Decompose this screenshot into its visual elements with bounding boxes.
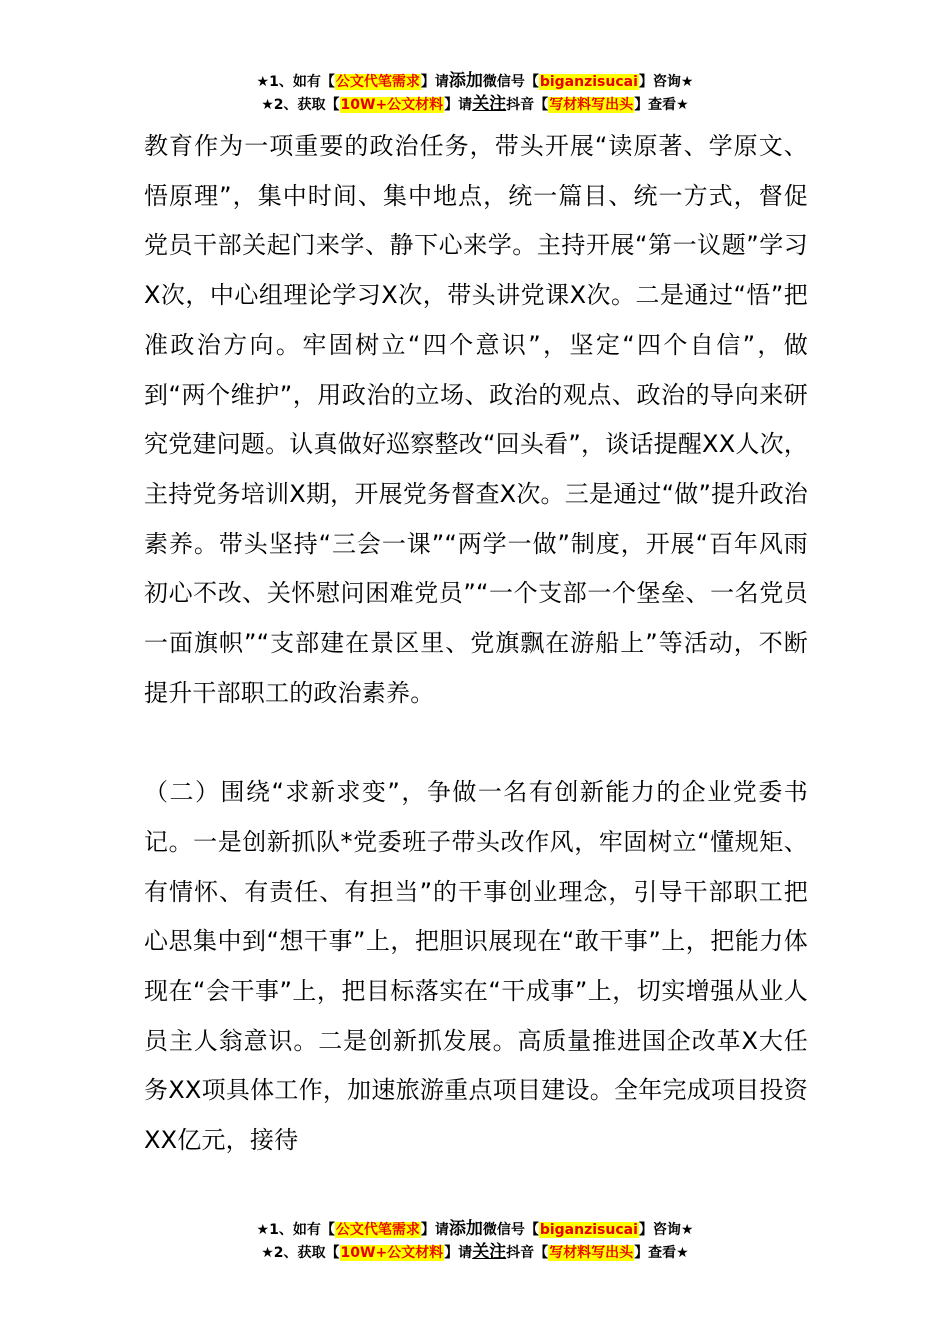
footer-promo-banner xyxy=(0,1218,950,1264)
promo-text: 】咨询★ xyxy=(638,1222,694,1238)
promo-text: ★2、获取【 xyxy=(261,1245,340,1261)
promo-text: 】查看★ xyxy=(634,97,689,113)
promo-emphasis: 添加 xyxy=(448,71,483,91)
promo-douyin-id: 写材料写出头 xyxy=(549,1245,634,1261)
header-promo-banner xyxy=(0,70,950,116)
promo-wechat-id: biganzisucai xyxy=(539,1222,638,1238)
body-paragraph-1: 教育作为一项重要的政治任务，带头开展“读原著、学原文、悟原理”，集中时间、集中地点，统一篇目、统一方式，督促党员干部关起门来学、静下心来学。主持开展“第一议题”学习X次，中心组理论学习X次，带头讲党课X次。二是通过“悟”把准政治方向。牢固树立“四个意识”，坚定“四个自信”，做到“两个维护”，用政治的立场、政治的观点、政治的导向来研究党建问题。认真做好巡察整改“回头看”，谈话提醒XX人次，主持党务培训X期，开展党务督查X次。三是通过“做”提升政治素养。带头坚持“三会一课”“两学一做”制度，开展“百年风雨初心不改、关怀慰问困难党员”“一个支部一个堡垒、一名党员一面旗帜”“支部建在景区里、党旗飘在游船上”等活动，不断提升干部职工的政治素养。 xyxy=(144,132,808,707)
promo-highlight: 公文代笔需求 xyxy=(335,74,420,90)
promo-wechat-id: biganzisucai xyxy=(539,74,638,90)
body-paragraph-2: （二）围绕“求新求变”，争做一名有创新能力的企业党委书记。一是创新抓队*党委班子带头改作风，牢固树立“懂规矩、有情怀、有责任、有担当”的干事创业理念，引导干部职工把心思集中到“想干事”上，把胆识展现在“敢干事”上，把能力体现在“会干事”上，把目标落实在“干成事”上，切实增强从业人员主人翁意识。二是创新抓发展。高质量推进国企改革X大任务XX项具体工作，加速旅游重点项目建设。全年完成项目投资XX亿元，接待 xyxy=(144,778,808,1155)
promo-text: 抖音【 xyxy=(506,97,549,113)
promo-line-1 xyxy=(0,1218,950,1241)
document-body xyxy=(144,122,808,1166)
promo-highlight: 公文代笔需求 xyxy=(335,1222,420,1238)
promo-text: 】查看★ xyxy=(634,1245,689,1261)
promo-line-1 xyxy=(0,70,950,93)
promo-text: ★2、获取【 xyxy=(261,97,340,113)
promo-emphasis: 关注 xyxy=(472,1242,507,1262)
promo-text: ★1、如有【 xyxy=(256,1222,335,1238)
promo-emphasis: 关注 xyxy=(472,94,507,114)
promo-text: 微信号【 xyxy=(482,1222,539,1238)
promo-line-2 xyxy=(0,1241,950,1264)
promo-line-2 xyxy=(0,93,950,116)
promo-text: 微信号【 xyxy=(482,74,539,90)
promo-text: 抖音【 xyxy=(506,1245,549,1261)
promo-text: ★1、如有【 xyxy=(256,74,335,90)
promo-text: 】咨询★ xyxy=(638,74,694,90)
promo-text: 】请 xyxy=(444,1245,473,1261)
promo-text: 】请 xyxy=(444,97,473,113)
promo-emphasis: 添加 xyxy=(448,1219,483,1239)
promo-highlight: 10W+公文材料 xyxy=(340,97,444,113)
promo-highlight: 10W+公文材料 xyxy=(340,1245,444,1261)
promo-text: 】请 xyxy=(420,1222,449,1238)
promo-text: 】请 xyxy=(420,74,449,90)
promo-douyin-id: 写材料写出头 xyxy=(549,97,634,113)
